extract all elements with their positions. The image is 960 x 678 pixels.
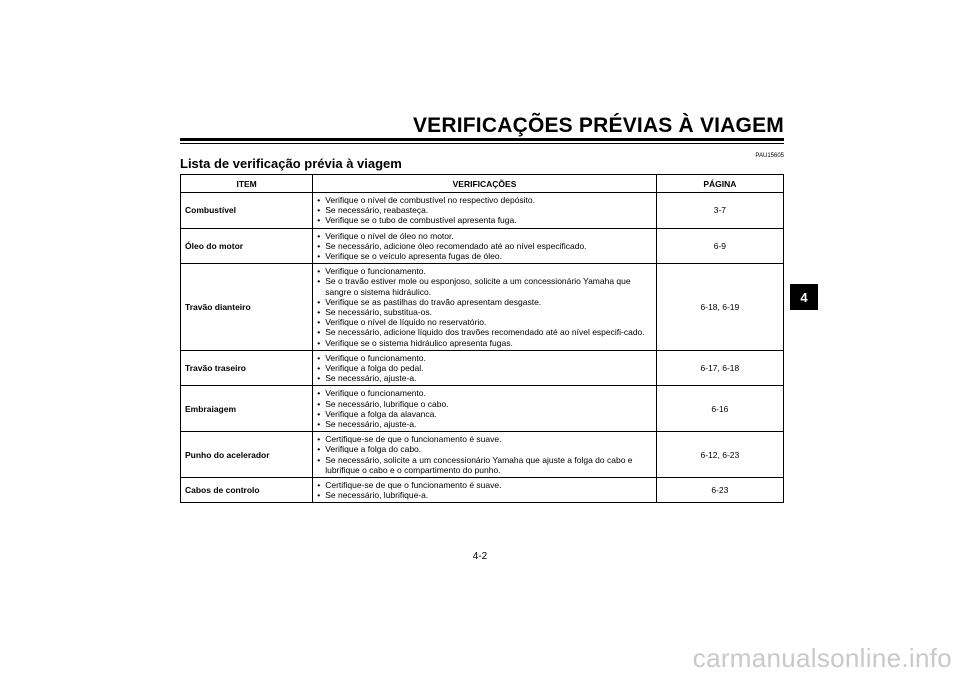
check-item: • Verifique o funcionamento.	[317, 388, 652, 398]
row-page-ref: 6-17, 6-18	[656, 350, 783, 386]
row-page-ref: 3-7	[656, 193, 783, 229]
column-header-item: ITEM	[181, 175, 313, 193]
row-checks-cell	[313, 264, 657, 351]
row-item-name: Travão traseiro	[181, 350, 313, 386]
checklist-table	[180, 174, 784, 503]
check-item: • Verifique o nível de líquido no reservatório.	[317, 317, 652, 327]
row-page-ref: 6-23	[656, 478, 783, 503]
table-row	[181, 264, 784, 351]
header-rule-thick	[180, 138, 784, 141]
check-item: • Se o travão estiver mole ou esponjoso, solicite a um concessionário Yamaha que sangre o sistema hidráulico.	[317, 276, 652, 296]
section-title: Lista de verificação prévia à viagem	[180, 156, 402, 171]
checks-list	[317, 353, 652, 384]
check-item: • Se necessário, adicione óleo recomendado até ao nível especificado.	[317, 241, 652, 251]
checks-list	[317, 195, 652, 226]
check-item: • Se necessário, ajuste-a.	[317, 373, 652, 383]
column-header-checks: VERIFICAÇÕES	[313, 175, 657, 193]
check-item: • Se necessário, substitua-os.	[317, 307, 652, 317]
row-item-name: Travão dianteiro	[181, 264, 313, 351]
check-item: • Verifique se o tubo de combustível apresenta fuga.	[317, 215, 652, 225]
table-row	[181, 432, 784, 478]
row-checks-cell	[313, 386, 657, 432]
check-item: • Verifique a folga do pedal.	[317, 363, 652, 373]
page-header-title: VERIFICAÇÕES PRÉVIAS À VIAGEM	[412, 114, 784, 137]
checks-list	[317, 480, 652, 500]
table-row	[181, 228, 784, 264]
check-item: • Verifique o funcionamento.	[317, 353, 652, 363]
row-page-ref: 6-9	[656, 228, 783, 264]
check-item: • Verifique se as pastilhas do travão apresentam desgaste.	[317, 297, 652, 307]
checks-list	[317, 388, 652, 429]
check-item: • Verifique se o sistema hidráulico apresenta fugas.	[317, 338, 652, 348]
row-item-name: Embraiagem	[181, 386, 313, 432]
check-item: • Se necessário, reabasteça.	[317, 205, 652, 215]
check-item: • Se necessário, solicite a um concessionário Yamaha que ajuste a folga do cabo e lubrifique o cabo e o compartimento do punho.	[317, 455, 652, 475]
watermark: carmanualsonline.info	[692, 643, 952, 673]
checks-list	[317, 434, 652, 475]
table-header-row	[181, 175, 784, 193]
check-item: • Verifique a folga do cabo.	[317, 444, 652, 454]
check-item: • Se necessário, lubrifique-a.	[317, 490, 652, 500]
row-item-name: Cabos de controlo	[181, 478, 313, 503]
row-item-name: Óleo do motor	[181, 228, 313, 264]
chapter-tab[interactable]: 4	[790, 284, 818, 310]
row-page-ref: 6-16	[656, 386, 783, 432]
table-row	[181, 350, 784, 386]
checks-list	[317, 231, 652, 262]
check-item: • Verifique a folga da alavanca.	[317, 409, 652, 419]
row-checks-cell	[313, 478, 657, 503]
row-item-name: Combustível	[181, 193, 313, 229]
table-row	[181, 478, 784, 503]
row-checks-cell	[313, 432, 657, 478]
check-item: • Se necessário, ajuste-a.	[317, 419, 652, 429]
check-item: • Verifique o nível de óleo no motor.	[317, 231, 652, 241]
column-header-page: PÁGINA	[656, 175, 783, 193]
check-item: • Verifique se o veículo apresenta fugas de óleo.	[317, 251, 652, 261]
header-rule-thin	[180, 143, 784, 144]
check-item: • Verifique o funcionamento.	[317, 266, 652, 276]
check-item: • Certifique-se de que o funcionamento é suave.	[317, 434, 652, 444]
check-item: • Se necessário, lubrifique o cabo.	[317, 399, 652, 409]
row-checks-cell	[313, 350, 657, 386]
document-code: PAU15605	[755, 153, 784, 159]
check-item: • Verifique o nível de combustível no respectivo depósito.	[317, 195, 652, 205]
check-item: • Certifique-se de que o funcionamento é suave.	[317, 480, 652, 490]
table-row	[181, 386, 784, 432]
row-page-ref: 6-18, 6-19	[656, 264, 783, 351]
row-item-name: Punho do acelerador	[181, 432, 313, 478]
checks-list	[317, 266, 652, 348]
row-page-ref: 6-12, 6-23	[656, 432, 783, 478]
page-number: 4-2	[472, 551, 488, 562]
row-checks-cell	[313, 193, 657, 229]
row-checks-cell	[313, 228, 657, 264]
check-item: • Se necessário, adicione líquido dos travões recomendado até ao nível especifi-cado.	[317, 327, 652, 337]
table-row	[181, 193, 784, 229]
